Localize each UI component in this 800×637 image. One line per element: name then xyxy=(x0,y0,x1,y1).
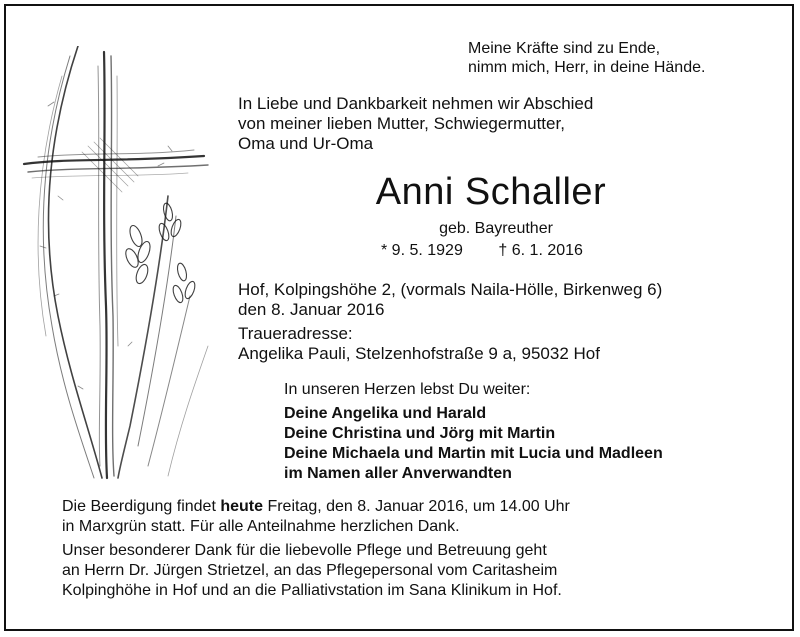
funeral-text-after: Freitag, den 8. Januar 2016, um 14.00 Uhr xyxy=(263,498,570,515)
place-line: den 8. Januar 2016 xyxy=(238,300,385,319)
thanks-paragraph xyxy=(62,541,562,601)
intro-line: In Liebe und Dankbarkeit nehmen wir Abschied xyxy=(238,94,594,113)
obituary-card xyxy=(4,4,794,631)
funeral-text-before: Die Beerdigung findet xyxy=(62,498,221,515)
birth-date: * 9. 5. 1929 xyxy=(381,242,463,259)
address-label: Traueradresse: xyxy=(238,324,353,343)
family-line: Deine Christina und Jörg mit Martin xyxy=(284,425,556,442)
place-line: Hof, Kolpingshöhe 2, (vormals Naila-Hölle, Birkenweg 6) xyxy=(238,280,663,299)
hearts-line: In unseren Herzen lebst Du weiter: xyxy=(284,381,531,398)
funeral-notice xyxy=(62,497,570,537)
intro-line: Oma und Ur-Oma xyxy=(238,134,374,153)
deceased-name: Anni Schaller xyxy=(375,171,607,213)
place-and-date xyxy=(238,280,662,320)
family-line: Deine Michaela und Martin mit Lucia und Madleen xyxy=(284,445,663,462)
family-line: Deine Angelika und Harald xyxy=(284,405,487,422)
intro-text xyxy=(238,94,593,154)
funeral-emphasis: heute xyxy=(220,498,263,515)
mourning-address xyxy=(238,324,600,364)
thanks-line: Unser besonderer Dank für die liebevolle Pflege und Betreuung geht xyxy=(62,542,547,559)
life-dates xyxy=(381,242,583,260)
intro-line: von meiner lieben Mutter, Schwiegermutter, xyxy=(238,114,565,133)
thanks-line: Kolpinghöhe in Hof und an die Palliativstation im Sana Klinikum in Hof. xyxy=(62,582,562,599)
motto-line: nimm mich, Herr, in deine Hände. xyxy=(468,59,706,76)
funeral-line-2: in Marxgrün statt. Für alle Anteilnahme herzlichen Dank. xyxy=(62,518,460,535)
address-line: Angelika Pauli, Stelzenhofstraße 9 a, 95032 Hof xyxy=(238,344,600,363)
funeral-line xyxy=(62,497,570,517)
motto-line: Meine Kräfte sind zu Ende, xyxy=(468,40,661,57)
thanks-line: an Herrn Dr. Jürgen Strietzel, an das Pflegepersonal vom Caritasheim xyxy=(62,562,558,579)
death-date: † 6. 1. 2016 xyxy=(498,242,583,259)
family-line: im Namen aller Anverwandten xyxy=(284,465,512,482)
motto-verse xyxy=(468,39,705,77)
cross-with-wheat-icon xyxy=(18,46,218,486)
maiden-name: geb. Bayreuther xyxy=(439,220,553,237)
family-signatures xyxy=(284,404,663,484)
